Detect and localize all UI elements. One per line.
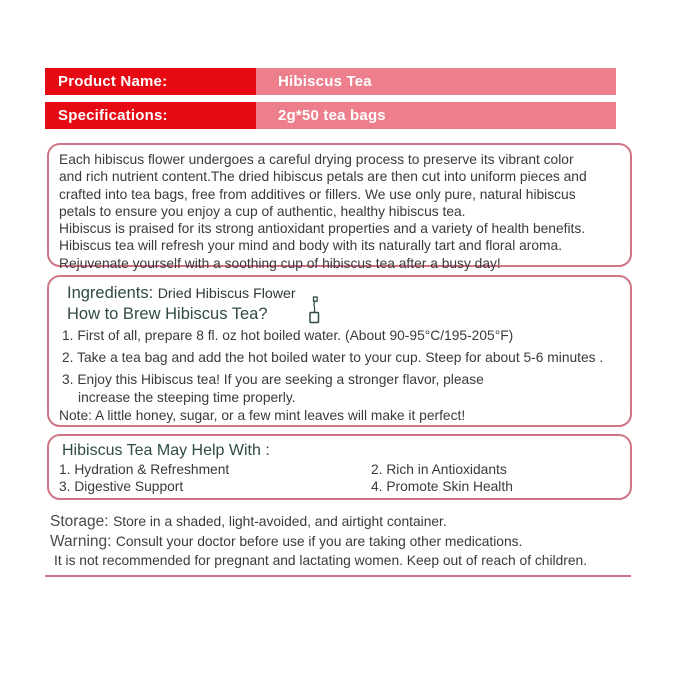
storage-text: Store in a shaded, light-avoided, and airtight container. <box>113 514 447 529</box>
description-line: Hibiscus is praised for its strong antioxidant properties and a variety of health benefits. <box>59 221 586 237</box>
benefit-item: 4. Promote Skin Health <box>371 479 513 494</box>
ingredients-value: Dried Hibiscus Flower <box>157 286 296 302</box>
product-name-label: Product Name: <box>58 73 168 90</box>
description-line: Rejuvenate yourself with a soothing cup of hibiscus tea after a busy day! <box>59 255 501 271</box>
brew-heading: How to Brew Hibiscus Tea? <box>67 305 268 323</box>
benefit-item: 2. Rich in Antioxidants <box>371 462 507 477</box>
description-box <box>47 143 632 271</box>
warning-line <box>50 533 522 551</box>
ingredients-label: Ingredients: <box>67 284 154 302</box>
brew-box <box>47 275 632 427</box>
warning-label: Warning: <box>50 533 112 550</box>
specifications-value: 2g*50 tea bags <box>278 107 386 124</box>
ingredients-line <box>67 284 296 303</box>
specifications-label-cell <box>45 102 256 129</box>
brew-step: 3. Enjoy this Hibiscus tea! If you are seeking a stronger flavor, please <box>62 372 484 387</box>
benefits-heading: Hibiscus Tea May Help With : <box>62 442 270 459</box>
specifications-value-cell <box>256 102 616 129</box>
description-line: and rich nutrient content.The dried hibiscus petals are then cut into uniform pieces and <box>59 169 587 185</box>
bottom-divider <box>45 575 631 577</box>
product-name-value-cell <box>256 68 616 95</box>
brew-step-continuation: increase the steeping time properly. <box>78 390 296 405</box>
brew-step: 1. First of all, prepare 8 fl. oz hot boiled water. (About 90-95°C/195-205°F) <box>62 328 514 343</box>
brew-step: 2. Take a tea bag and add the hot boiled water to your cup. Steep for about 5-6 minutes . <box>62 350 604 365</box>
storage-line <box>50 513 447 531</box>
teabag-icon <box>305 294 323 327</box>
specifications-label: Specifications: <box>58 107 168 124</box>
description-line: petals to ensure you enjoy a cup of authentic, healthy hibiscus tea. <box>59 203 466 219</box>
storage-label: Storage: <box>50 513 109 530</box>
specifications-row <box>45 102 616 129</box>
description-line: Hibiscus tea will refresh your mind and body with its naturally tart and floral aroma. <box>59 238 563 254</box>
warning-text: Consult your doctor before use if you are taking other medications. <box>115 534 523 549</box>
brew-note: Note: A little honey, sugar, or a few mint leaves will make it perfect! <box>59 408 466 423</box>
warning-text-2: It is not recommended for pregnant and lactating women. Keep out of reach of children. <box>54 553 588 568</box>
benefits-box <box>47 434 632 500</box>
benefit-item: 1. Hydration & Refreshment <box>59 462 230 477</box>
product-name-label-cell <box>45 68 256 95</box>
description-line: Each hibiscus flower undergoes a careful drying process to preserve its vibrant color <box>59 152 574 167</box>
description-line: crafted into tea bags, free from additives or fillers. We use only pure, natural hibiscus <box>59 186 576 202</box>
product-name-value: Hibiscus Tea <box>278 73 372 90</box>
product-name-row <box>45 68 616 95</box>
benefit-item: 3. Digestive Support <box>59 479 184 494</box>
